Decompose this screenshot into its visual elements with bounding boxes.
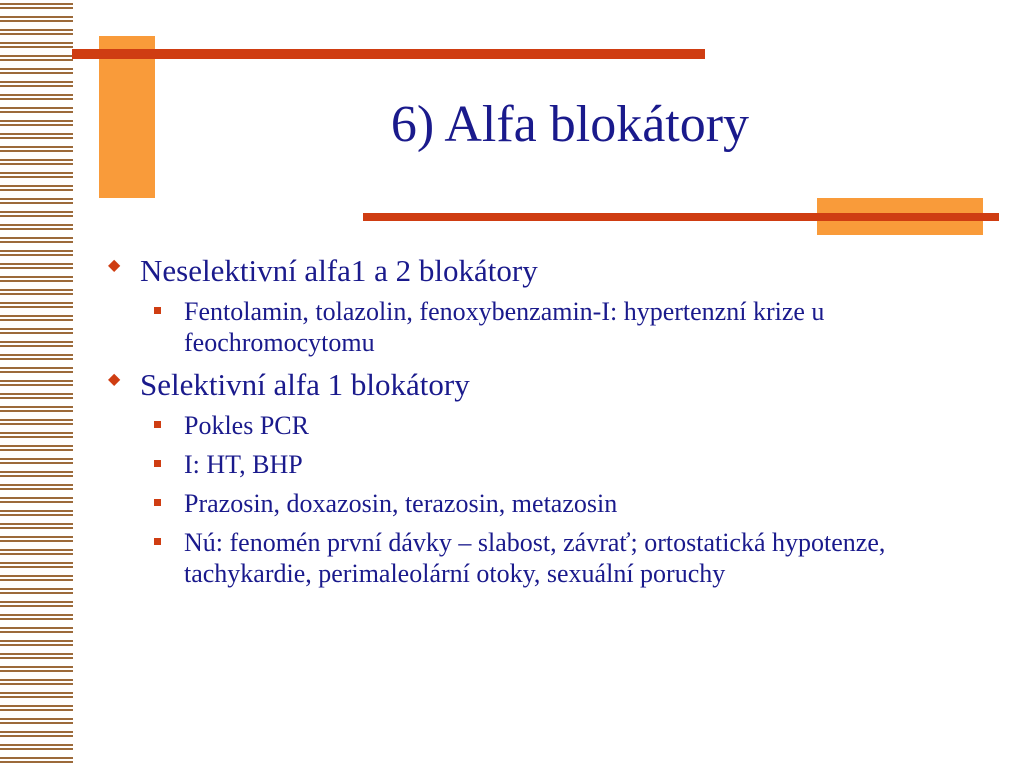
red-rule-bottom: [363, 213, 999, 221]
sub-bullet-item: [150, 488, 984, 519]
sub-bullet-item: [150, 296, 984, 358]
square-bullet-icon: [154, 421, 161, 428]
sub-bullet-item: [150, 527, 984, 589]
sub-bullet-text: Prazosin, doxazosin, terazosin, metazosin: [184, 489, 618, 518]
bullet-item: [104, 252, 984, 290]
square-bullet-icon: [154, 307, 161, 314]
sub-bullet-text: Pokles PCR: [184, 411, 309, 440]
bullet-text: Neselektivní alfa1 a 2 blokátory: [140, 253, 538, 288]
bullet-text: Selektivní alfa 1 blokátory: [140, 367, 470, 402]
square-bullet-icon: [154, 538, 161, 545]
sub-bullet-text: I: HT, BHP: [184, 450, 303, 479]
slide-title: 6) Alfa blokátory: [390, 96, 750, 153]
sub-bullet-item: [150, 449, 984, 480]
sub-bullet-item: [150, 410, 984, 441]
sub-bullet-text: Fentolamin, tolazolin, fenoxybenzamin-I: hypertenzní krize u feochromocytomu: [184, 297, 825, 357]
orange-accent-block-top: [99, 36, 155, 198]
bullet-item: [104, 366, 984, 404]
left-striped-border: [0, 0, 73, 768]
square-bullet-icon: [154, 499, 161, 506]
diamond-bullet-icon: ◆: [108, 257, 121, 274]
square-bullet-icon: [154, 460, 161, 467]
diamond-bullet-icon: ◆: [108, 371, 121, 388]
red-rule-top: [72, 49, 705, 59]
sub-bullet-text: Nú: fenomén první dávky – slabost, závrať; ortostatická hypotenze, tachykardie, perimaleolární otoky, sexuální poruchy: [184, 528, 886, 588]
slide-content: [104, 252, 984, 597]
